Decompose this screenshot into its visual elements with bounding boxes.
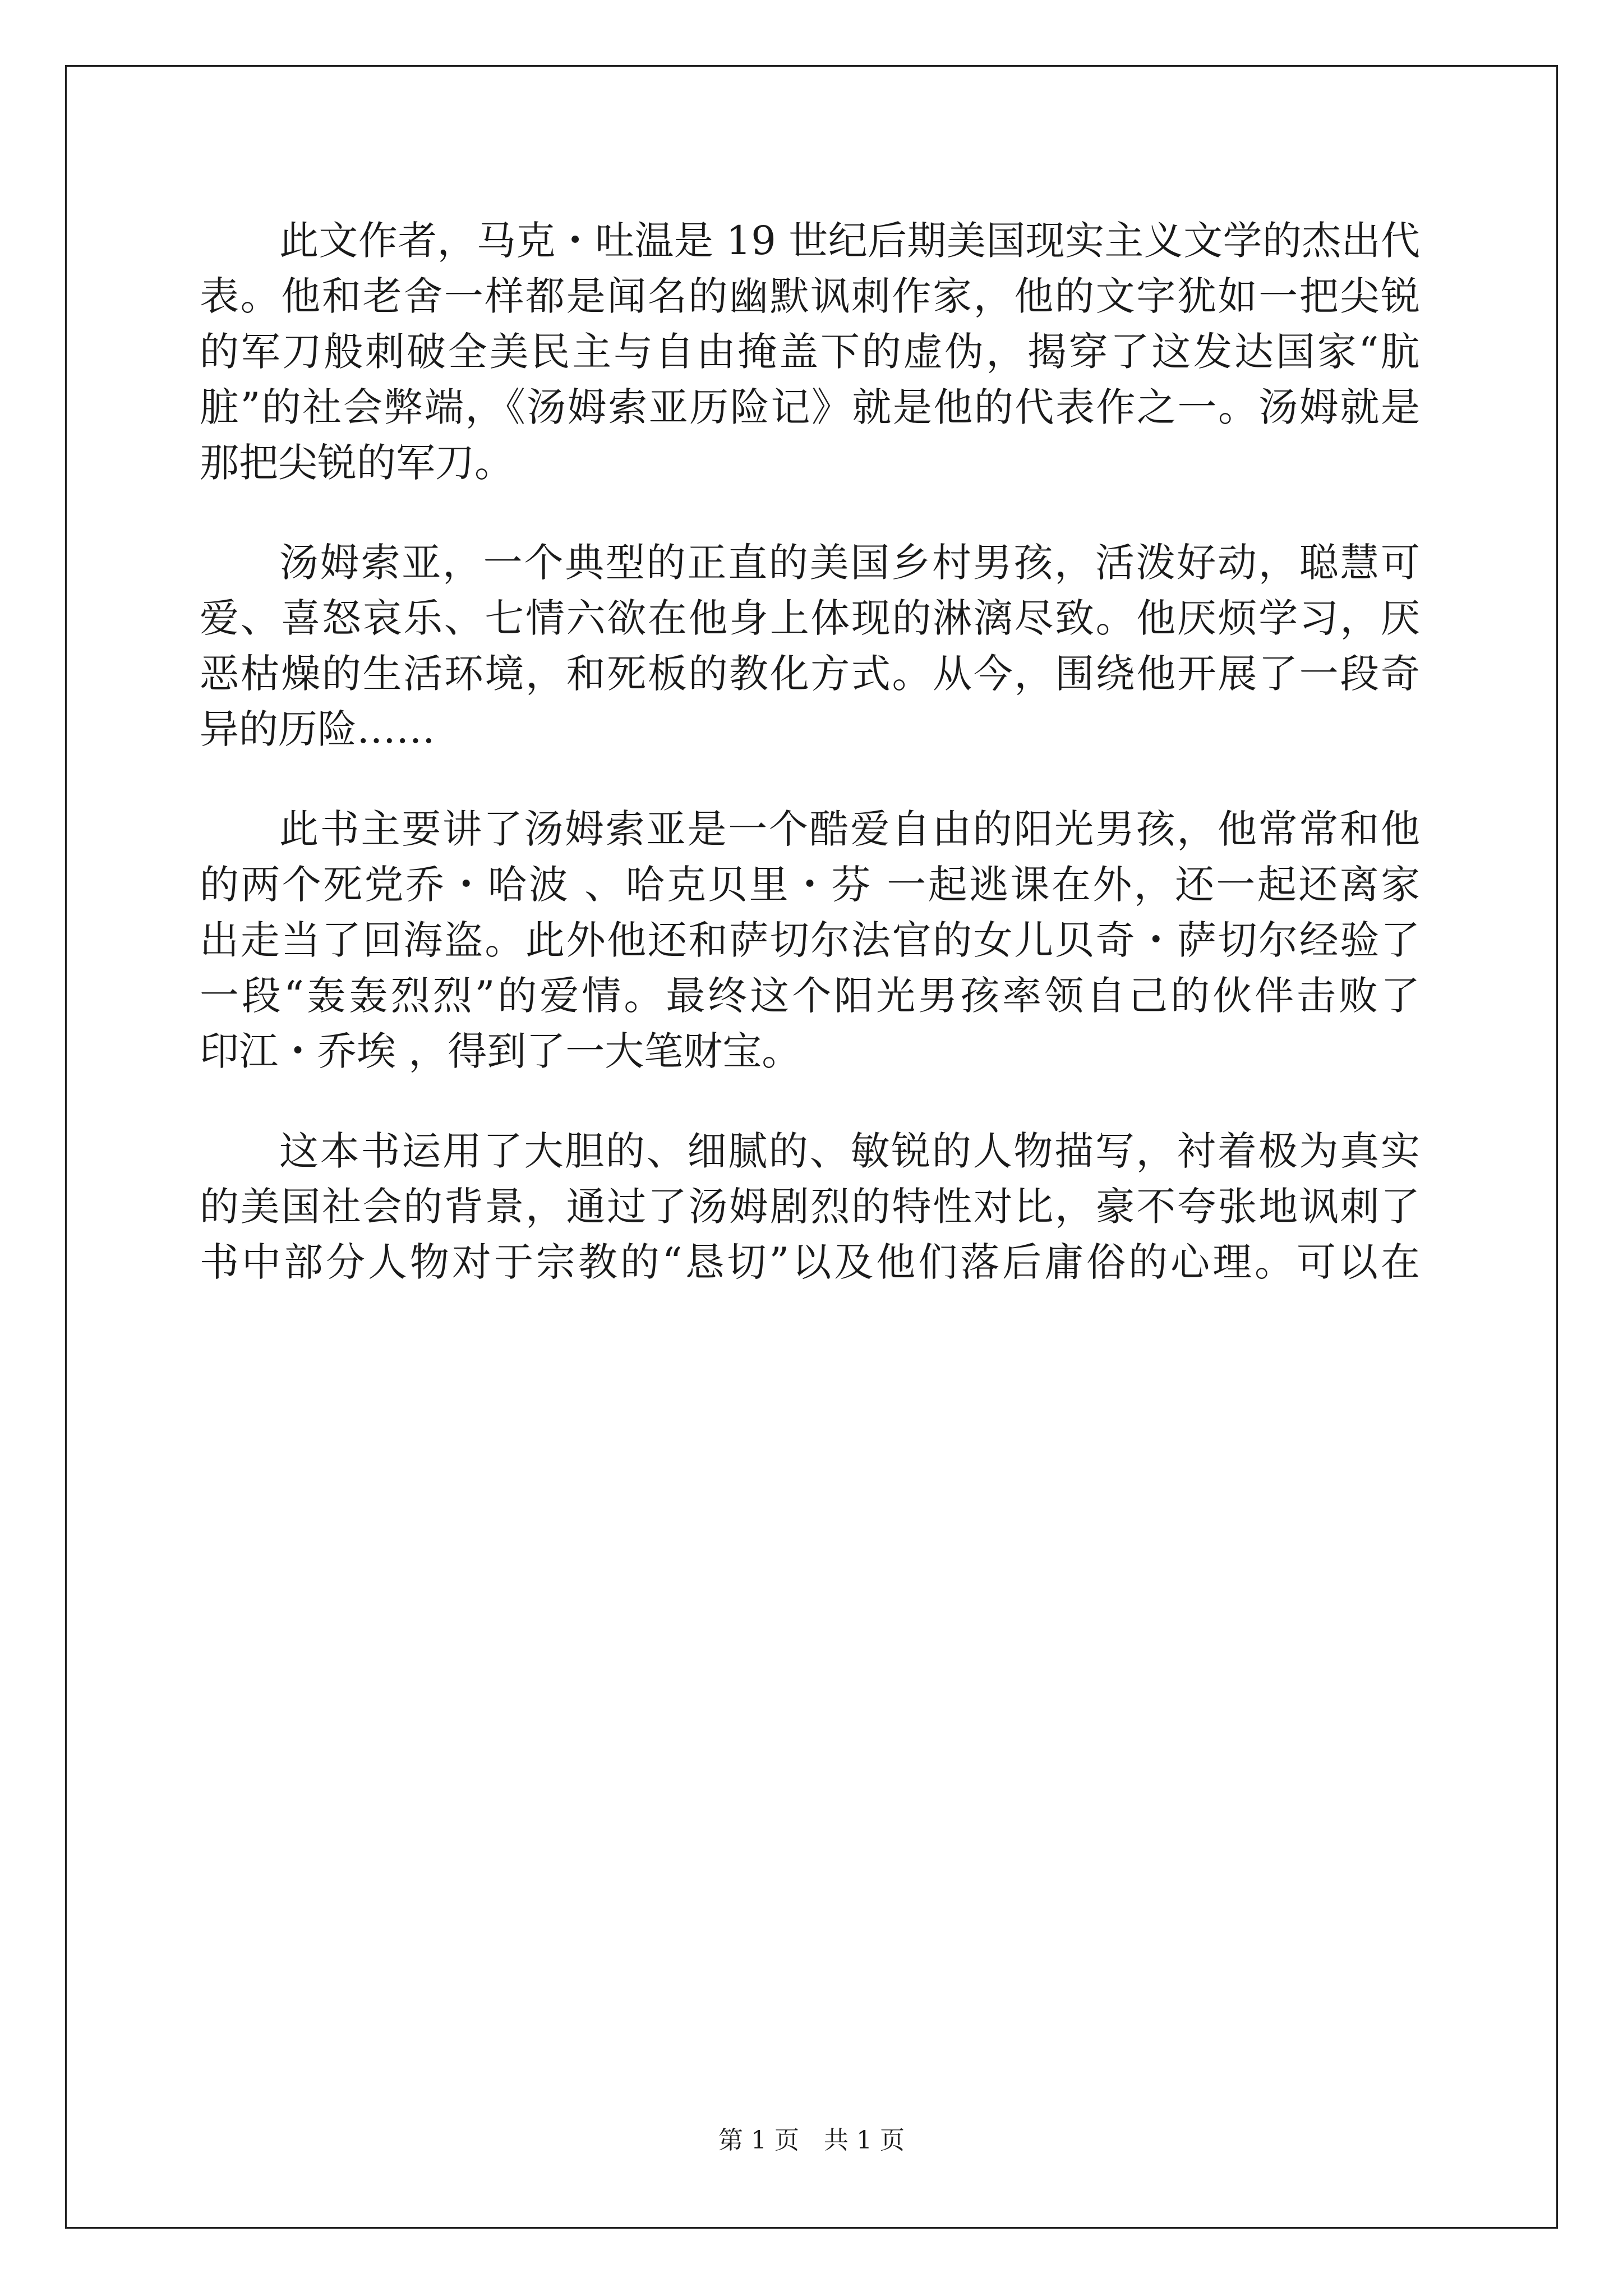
paragraph-2-line-3: 恶枯燥的生活环境，和死板的教化方式。从今，围绕他开展了一段奇 [200, 651, 1420, 697]
page-footer: 第 1 页 共 1 页 [718, 2126, 905, 2155]
paragraph-4-line-3: 书中部分人物对于宗教的“恳切”以及他们落后庸俗的心理。可以在 [200, 1239, 1420, 1285]
paragraph-1-line-4: 脏”的社会弊端，《汤姆索亚历险记》就是他的代表作之一。汤姆就是 [200, 384, 1420, 430]
paragraph-2-line-1: 汤姆索亚，一个典型的正直的美国乡村男孩，活泼好动，聪慧可 [279, 540, 1420, 586]
paragraph-3-line-1: 此书主要讲了汤姆索亚是一个酷爱自由的阳光男孩，他常常和他 [279, 806, 1420, 852]
paragraph-2-line-2: 爱、喜怒哀乐、七情六欲在他身上体现的淋漓尽致。他厌烦学习，厌 [200, 595, 1420, 641]
paragraph-4-line-1: 这本书运用了大胆的、细腻的、敏锐的人物描写，衬着极为真实 [279, 1128, 1420, 1174]
paragraph-3-line-2: 的两个死党乔・哈波 、哈克贝里・芬 一起逃课在外，还一起还离家 [200, 862, 1420, 908]
paragraph-1-line-2: 表。他和老舍一样都是闻名的幽默讽刺作家，他的文字犹如一把尖锐 [200, 273, 1420, 319]
paragraph-3-line-4: 一段“轰轰烈烈”的爱情。最终这个阳光男孩率领自己的伙伴击败了 [200, 973, 1420, 1019]
paragraph-2-line-4: 异的历险…… [200, 706, 435, 752]
paragraph-3-line-5: 印江・乔埃 ，得到了一大笔财宝。 [200, 1028, 801, 1074]
paragraph-4-line-2: 的美国社会的背景，通过了汤姆剧烈的特性对比，豪不夸张地讽刺了 [200, 1184, 1420, 1230]
document-body [200, 213, 1420, 1290]
paragraph-1-line-1: 此文作者，马克・吐温是 19 世纪后期美国现实主义文学的杰出代 [279, 218, 1420, 264]
paragraph-1-line-5: 那把尖锐的军刀。 [200, 440, 514, 486]
paragraph-1-line-3: 的军刀般刺破全美民主与自由掩盖下的虚伪，揭穿了这发达国家“肮 [200, 329, 1420, 375]
paragraph-3-line-3: 出走当了回海盗。此外他还和萨切尔法官的女儿贝奇・萨切尔经验了 [200, 917, 1420, 963]
